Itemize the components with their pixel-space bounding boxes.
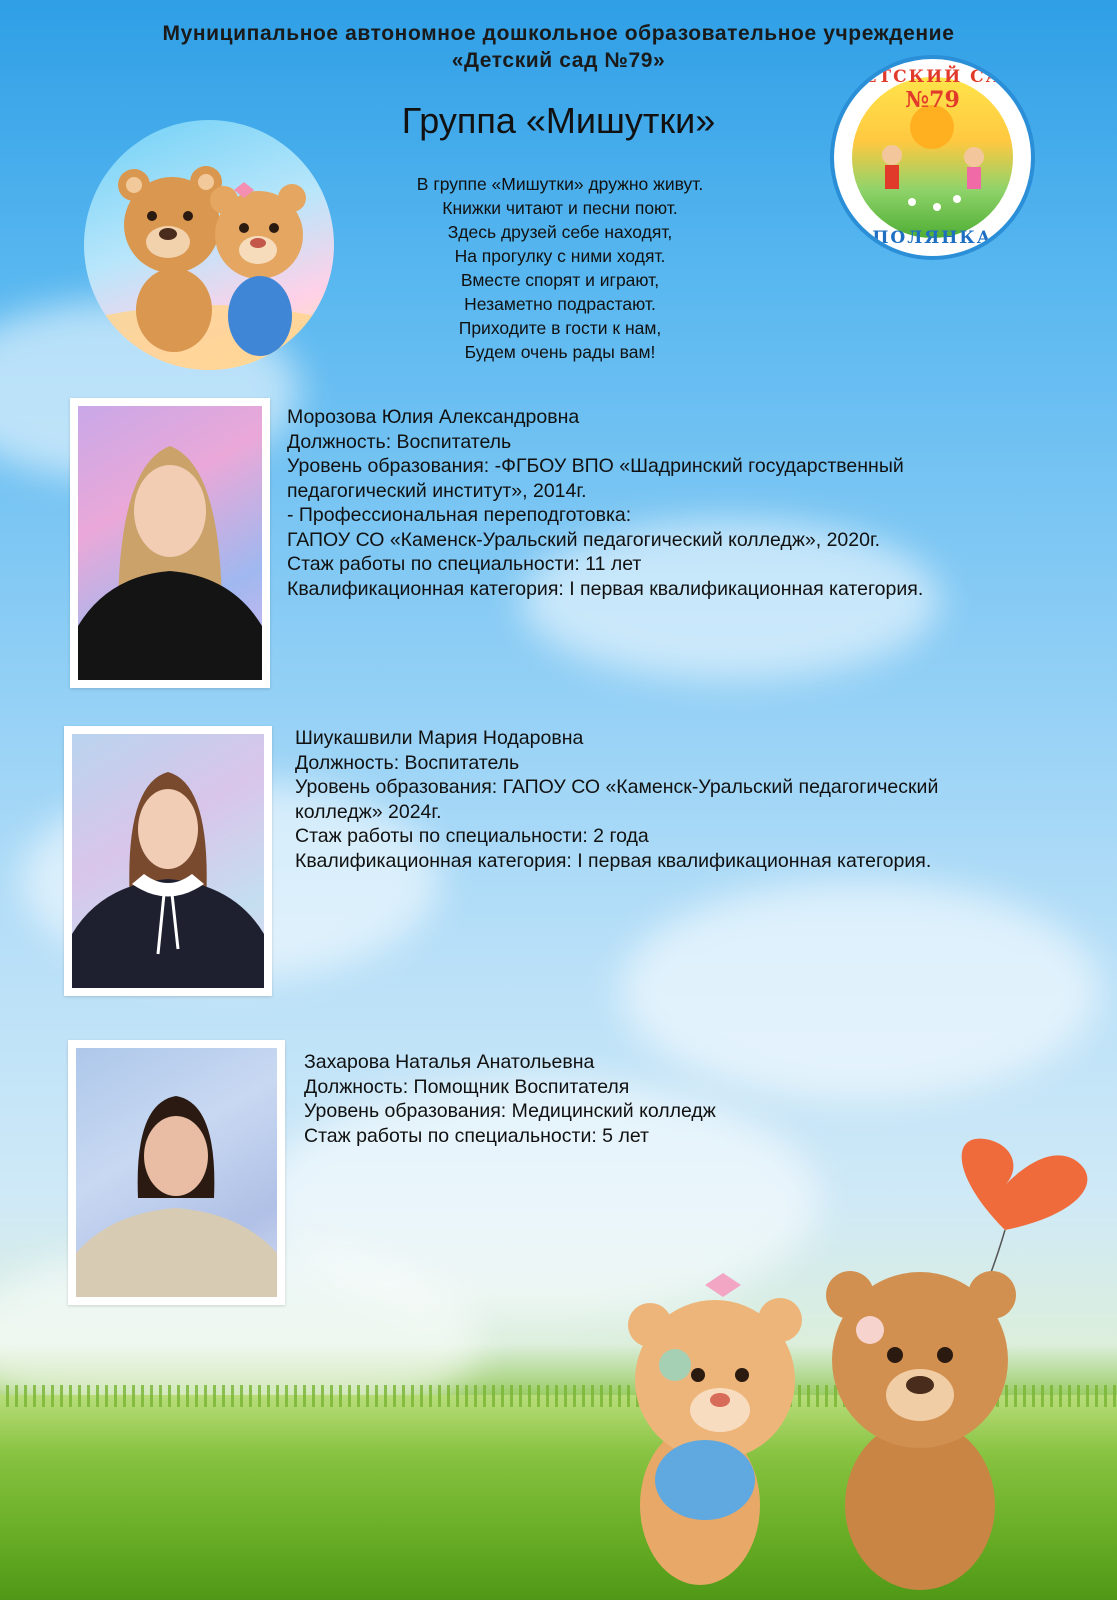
- staff-education: педагогический институт», 2014г.: [287, 479, 587, 502]
- staff-education: Уровень образования: -ФГБОУ ВПО «Шадринский государственный: [287, 455, 904, 477]
- poem-line: Вместе спорят и играют,: [460, 270, 660, 290]
- org-line-2: «Детский сад №79»: [451, 49, 666, 72]
- staff-name: Шиукашвили Мария Нодаровна: [295, 727, 584, 749]
- org-line-1: Муниципальное автономное дошкольное образовательное учреждение: [162, 22, 955, 45]
- staff-info-2: [295, 726, 938, 873]
- staff-category: Квалификационная категория: I первая квалификационная категория.: [287, 577, 924, 600]
- staff-position: Должность: Воспитатель: [295, 751, 520, 774]
- staff-info-1: [287, 405, 923, 601]
- staff-retraining: ГАПОУ СО «Каменск-Уральский педагогический колледж», 2020г.: [287, 528, 881, 551]
- poem-line: На прогулку с ними ходят.: [454, 246, 666, 266]
- staff-experience: Стаж работы по специальности: 2 года: [295, 825, 649, 847]
- kindergarten-logo: [830, 55, 1035, 260]
- staff-education: колледж» 2024г.: [295, 800, 442, 823]
- staff-position: Должность: Воспитатель: [287, 430, 512, 453]
- staff-category: Квалификационная категория: I первая квалификационная категория.: [295, 849, 932, 872]
- bears-with-heart-illustration: [620, 1135, 1100, 1595]
- bears-circle-illustration: [84, 120, 334, 370]
- portrait-icon: [76, 1048, 277, 1297]
- staff-photo-1: [70, 398, 270, 688]
- poem-line: Будем очень рады вам!: [464, 342, 656, 362]
- poem-line: Приходите в гости к нам,: [458, 318, 662, 338]
- staff-photo-2: [64, 726, 272, 996]
- staff-experience: Стаж работы по специальности: 5 лет: [304, 1124, 649, 1147]
- poem-line: Незаметно подрастают.: [464, 294, 656, 314]
- bears-icon: [84, 120, 334, 370]
- portrait-icon: [72, 734, 264, 988]
- staff-name: Захарова Наталья Анатольевна: [304, 1051, 595, 1073]
- logo-top-text: ДЕТСКИЙ САД: [846, 67, 1019, 87]
- logo-bottom-text: ПОЛЯНКА: [872, 228, 993, 248]
- group-poem: [330, 172, 790, 364]
- poem-line: В группе «Мишутки» дружно живут.: [416, 174, 704, 194]
- group-title: Группа «Мишутки»: [401, 100, 716, 141]
- poem-line: Здесь друзей себе находят,: [447, 222, 673, 242]
- staff-position: Должность: Помощник Воспитателя: [304, 1075, 630, 1098]
- staff-education: Уровень образования: ГАПОУ СО «Каменск-Уральский педагогический: [295, 776, 939, 798]
- portrait-icon: [78, 406, 262, 680]
- logo-number: №79: [905, 87, 960, 113]
- heart-balloon-icon: [962, 1139, 1088, 1230]
- staff-education: Уровень образования: Медицинский колледж: [304, 1100, 716, 1122]
- staff-photo-3: [68, 1040, 285, 1305]
- staff-experience: Стаж работы по специальности: 11 лет: [287, 553, 642, 575]
- staff-retraining: - Профессиональная переподготовка:: [287, 504, 632, 526]
- poem-line: Книжки читают и песни поют.: [442, 198, 678, 218]
- staff-info-3: [304, 1050, 716, 1148]
- staff-name: Морозова Юлия Александровна: [287, 406, 580, 428]
